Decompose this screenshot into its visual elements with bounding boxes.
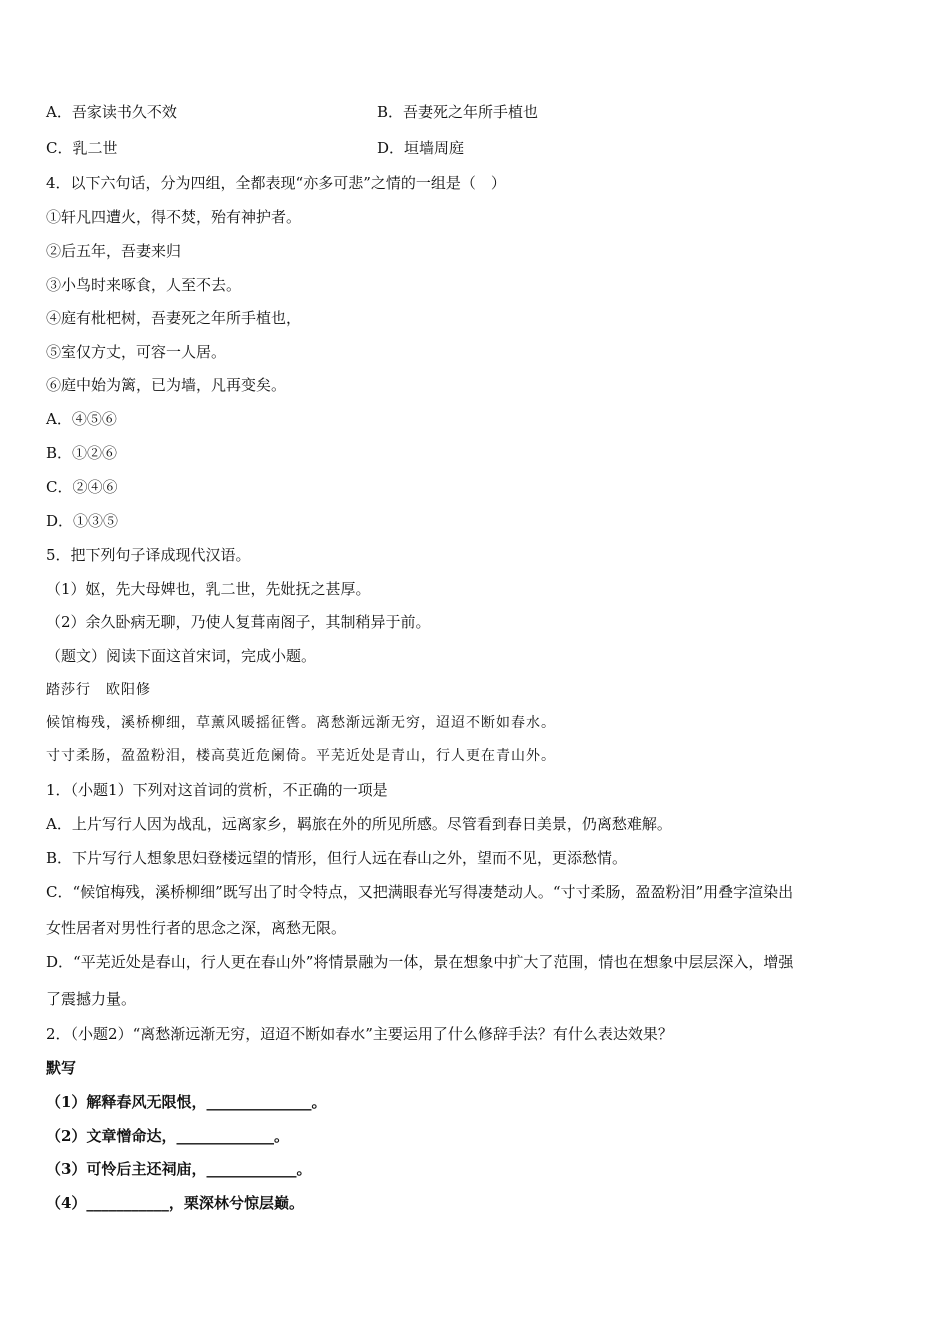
sub1-option-c-line1: C．“候馆梅残，溪桥柳细”既写出了时令特点，又把满眼春光写得凄楚动人。“寸寸柔肠，盈盈粉泪”用叠字渲染出 (46, 883, 794, 901)
dictation-item-3: （3）可怜后主还祠庙，____________。 (46, 1160, 312, 1178)
q4-option-c: C．②④⑥ (46, 478, 118, 496)
dictation-title: 默写 (46, 1059, 77, 1077)
sub1-option-c-line2: 女性居者对男性行者的思念之深，离愁无限。 (46, 919, 347, 937)
poem-title: 踏莎行 欧阳修 (46, 682, 151, 698)
poem-line-2: 寸寸柔肠，盈盈粉泪，楼高莫近危阑倚。平芜近处是青山，行人更在青山外。 (46, 748, 556, 764)
option-d-prev: D．垣墙周庭 (377, 139, 465, 157)
q5-item-1: （1）妪，先大母婢也，乳二世，先妣抚之甚厚。 (46, 580, 371, 598)
q4-sentence-3: ③小鸟时来啄食，人至不去。 (46, 276, 242, 294)
q4-sentence-2: ②后五年，吾妻来归 (46, 242, 182, 260)
question-4-stem: 4．以下六句话，分为四组，全都表现“亦多可悲”之情的一组是（ ） (46, 174, 506, 192)
q4-sentence-4: ④庭有枇杷树，吾妻死之年所手植也， (46, 309, 302, 327)
option-c-prev: C．乳二世 (46, 139, 118, 157)
sub-question-2-stem: 2．（小题2）“离愁渐远渐无穷，迢迢不断如春水”主要运用了什么修辞手法？有什么表达效果？ (46, 1025, 673, 1043)
sub1-option-d-line2: 了震撼力量。 (46, 990, 137, 1008)
q5-item-2: （2）余久卧病无聊，乃使人复葺南阁子，其制稍异于前。 (46, 613, 431, 631)
q4-option-a: A．④⑤⑥ (46, 410, 117, 428)
sub1-option-a: A．上片写行人因为战乱，远离家乡，羁旅在外的所见所感。尽管看到春日美景，仍离愁难解。 (46, 815, 672, 833)
option-b-prev: B．吾妻死之年所手植也 (377, 103, 539, 121)
option-a-prev: A．吾家读书久不效 (46, 103, 177, 121)
dictation-item-4: （4）___________，栗深林兮惊层巅。 (46, 1194, 304, 1212)
q4-option-d: D．①③⑤ (46, 512, 119, 530)
sub1-option-b: B．下片写行人想象思妇登楼远望的情形，但行人远在春山之外，望而不见，更添愁情。 (46, 849, 628, 867)
q4-sentence-6: ⑥庭中始为篱，已为墙，凡再变矣。 (46, 376, 287, 394)
q4-sentence-5: ⑤室仅方丈，可容一人居。 (46, 343, 227, 361)
poem-intro: （题文）阅读下面这首宋词，完成小题。 (46, 647, 317, 665)
q4-sentence-1: ①轩凡四遭火，得不焚，殆有神护者。 (46, 208, 302, 226)
q4-option-b: B．①②⑥ (46, 444, 118, 462)
sub-question-1-stem: 1．（小题1）下列对这首词的赏析，不正确的一项是 (46, 781, 388, 799)
dictation-item-2: （2）文章憎命达，_____________。 (46, 1127, 289, 1145)
poem-line-1: 候馆梅残，溪桥柳细，草薰风暖摇征辔。离愁渐远渐无穷，迢迢不断如春水。 (46, 715, 556, 731)
dictation-item-1: （1）解释春风无限恨，______________。 (46, 1093, 327, 1111)
question-5-stem: 5．把下列句子译成现代汉语。 (46, 546, 251, 564)
sub1-option-d-line1: D．“平芜近处是春山，行人更在春山外”将情景融为一体，景在想象中扩大了范围，情也在想象中层层深入，增强 (46, 953, 794, 971)
